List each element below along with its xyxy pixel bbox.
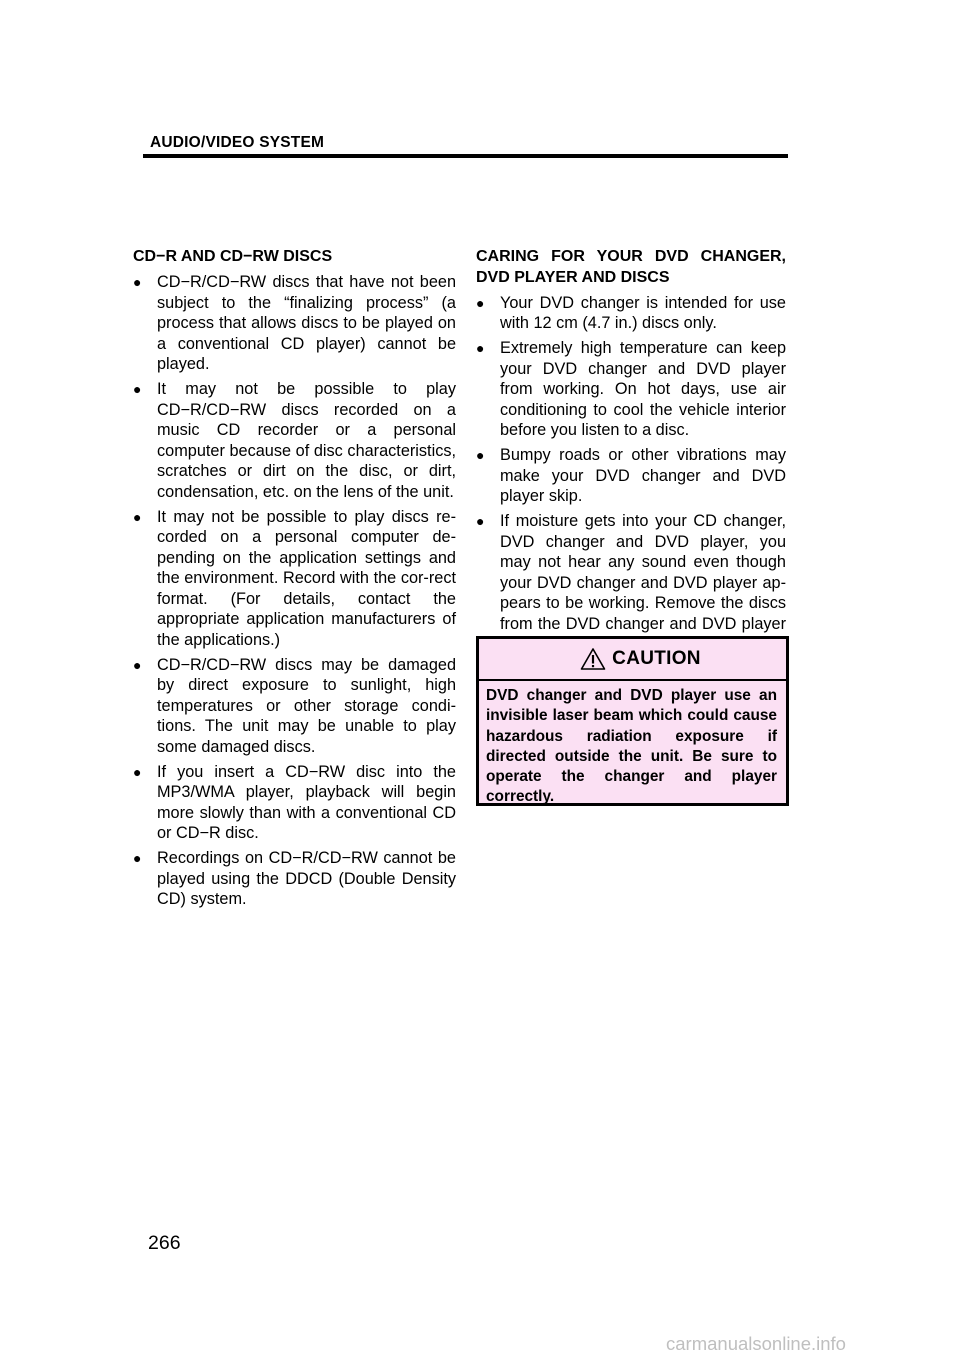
list-item (476, 293, 786, 334)
left-bullet-list (133, 272, 456, 910)
footer-watermark: carmanualsonline.info (666, 1333, 846, 1354)
list-item-text: Bumpy roads or other vibrations may make your DVD changer and DVD player skip. (500, 446, 786, 505)
caution-title: CAUTION (612, 648, 701, 669)
left-column (133, 247, 456, 910)
section-header-title: AUDIO/VIDEO SYSTEM (150, 134, 325, 151)
right-column (476, 247, 786, 655)
bullet-icon: ● (133, 763, 142, 780)
list-item-text: Extremely high temperature can keep your DVD changer and DVD player from working. On hot days, use air conditioning to cool the vehicle interior before you listen to a disc. (500, 339, 786, 439)
list-item (133, 507, 456, 651)
list-item-text: Your DVD changer is intended for use with 12 cm (4.7 in.) discs only. (500, 293, 786, 332)
list-item (133, 379, 456, 502)
header-rule (143, 154, 788, 158)
right-section-heading: CARING FOR YOUR DVD CHANGER, DVD PLAYER AND DISCS (476, 248, 786, 286)
bullet-icon: ● (476, 294, 485, 311)
bullet-icon: ● (133, 274, 142, 290)
bullet-icon: ● (133, 656, 142, 673)
caution-text: DVD changer and DVD player use an invisible laser beam which could cause hazardous radiation exposure if directed outside the unit. Be sure to operate the changer and player correctly. (486, 687, 777, 806)
list-item (133, 272, 456, 375)
list-item-text: CD−R/CD−RW discs that have not been subject to the “finalizing process” (a process that allows discs to be played on a conventional CD player) cannot be played. (157, 273, 456, 373)
list-item (133, 848, 456, 910)
list-item-text: If you insert a CD−RW disc into the MP3/WMA player, playback will begin more slowly than with a conventional CD or CD−R disc. (157, 762, 456, 842)
right-bullet-list (476, 293, 786, 655)
list-item-text: Recordings on CD−R/CD−RW cannot be played using the DDCD (Double Density CD) system. (157, 849, 456, 908)
bullet-icon: ● (476, 513, 485, 529)
list-item-text: It may not be possible to play discs re-corded on a personal computer de-pending on the application settings and the environment. Record with the cor-rect format. (For details, contact the appropriate application manufacturers of the applications.) (157, 507, 456, 649)
bullet-icon: ● (476, 340, 485, 356)
caution-header (479, 639, 786, 679)
list-item (476, 511, 786, 655)
list-item (133, 655, 456, 758)
bullet-icon: ● (133, 850, 142, 866)
left-section-heading: CD−R AND CD−RW DISCS (133, 248, 333, 265)
list-item-text: If moisture gets into your CD changer, DVD changer and DVD player, you may not hear any sound even though your DVD changer and DVD player ap-pears to be working. Remove the discs from the DVD changer and DVD player (500, 512, 786, 633)
list-item (476, 338, 786, 441)
warning-triangle-icon (580, 647, 606, 671)
page-number: 266 (148, 1232, 181, 1254)
bullet-icon: ● (133, 381, 142, 397)
list-item (133, 762, 456, 844)
list-item-text: CD−R/CD−RW discs may be damaged by direct exposure to sunlight, high temperatures or other storage condi-tions. The unit may be unable to play some damaged discs. (157, 655, 456, 756)
list-item (476, 445, 786, 507)
list-item-text: It may not be possible to play CD−R/CD−RW discs recorded on a music CD recorder or a personal computer because of disc characteristics, scratches or dirt on the disc, or dirt, condensation, etc. on the lens of the unit. (157, 380, 456, 501)
bullet-icon: ● (133, 508, 142, 525)
caution-box (476, 636, 789, 806)
bullet-icon: ● (476, 447, 485, 463)
